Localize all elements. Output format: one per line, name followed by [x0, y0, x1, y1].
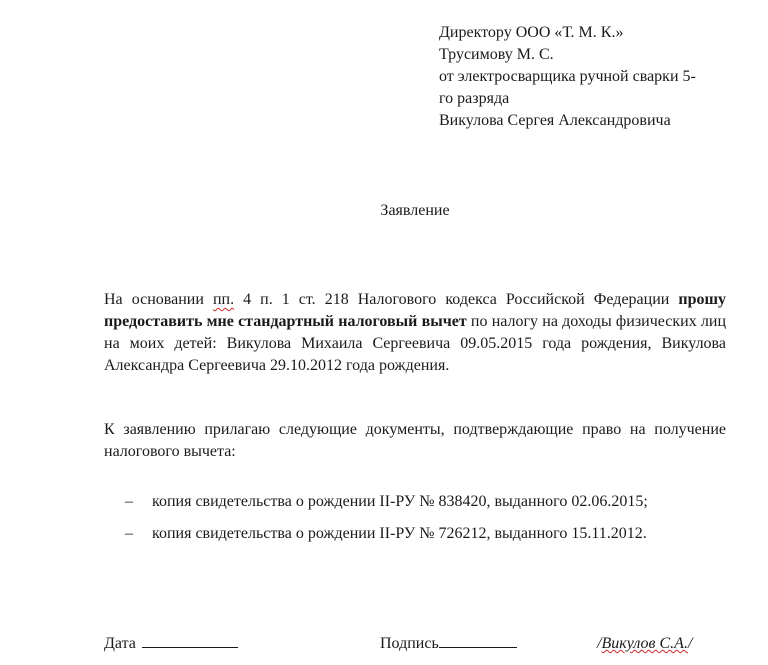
slash: / — [597, 635, 602, 652]
list-item-text: копия свидетельства о рождении II-РУ № 726212, выданного 15.11.2012. — [152, 525, 647, 542]
paragraph-text: На основании — [104, 291, 213, 308]
list-item-text: копия свидетельства о рождении II-РУ № 838420, выданного 02.06.2015; — [152, 493, 648, 510]
addressee-line: го разряда — [439, 90, 510, 107]
signature-label: Подпись — [380, 635, 439, 652]
date-label: Дата — [104, 635, 136, 652]
list-item — [104, 523, 744, 555]
document-title: Заявление — [380, 202, 450, 219]
bold-request: прошу предоставить мне стандартный налоговый вычет — [104, 291, 727, 330]
addressee-block — [439, 22, 739, 132]
paragraph-text: 4 п. 1 ст. 218 Налогового кодекса Российской Федерации — [234, 291, 679, 308]
date-blank-line — [142, 633, 238, 648]
addressee-line: от электросварщика ручной сварки 5- — [439, 68, 696, 85]
attachments-list — [104, 491, 744, 555]
signature-field — [380, 633, 517, 655]
date-field — [104, 633, 238, 655]
signer-name — [597, 633, 692, 655]
signer-name-text: Викулов С.А. — [601, 635, 688, 652]
spellcheck-word: пп. — [212, 291, 235, 308]
request-paragraph — [104, 289, 726, 377]
list-dash: – — [125, 493, 133, 510]
attachments-intro-paragraph: К заявлению прилагаю следующие документы, подтверждающие право на получение налогового вычета: — [104, 421, 726, 460]
list-item — [104, 491, 744, 523]
signature-blank-line — [439, 633, 517, 648]
addressee-line: Трусимову М. С. — [439, 46, 554, 63]
addressee-line: Викулова Сергея Александровича — [439, 112, 671, 129]
slash: / — [687, 635, 693, 652]
list-dash: – — [125, 525, 133, 542]
signature-footer — [0, 633, 768, 657]
addressee-line: Директору ООО «Т. М. К.» — [439, 24, 624, 41]
paragraph-text: по налогу на доходы физических лиц на моих детей: Викулова Михаила Сергеевича 09.05.2015 года рождения, Викулова Александра Сергеевича 29.10.2012 года рождения. — [104, 313, 727, 374]
